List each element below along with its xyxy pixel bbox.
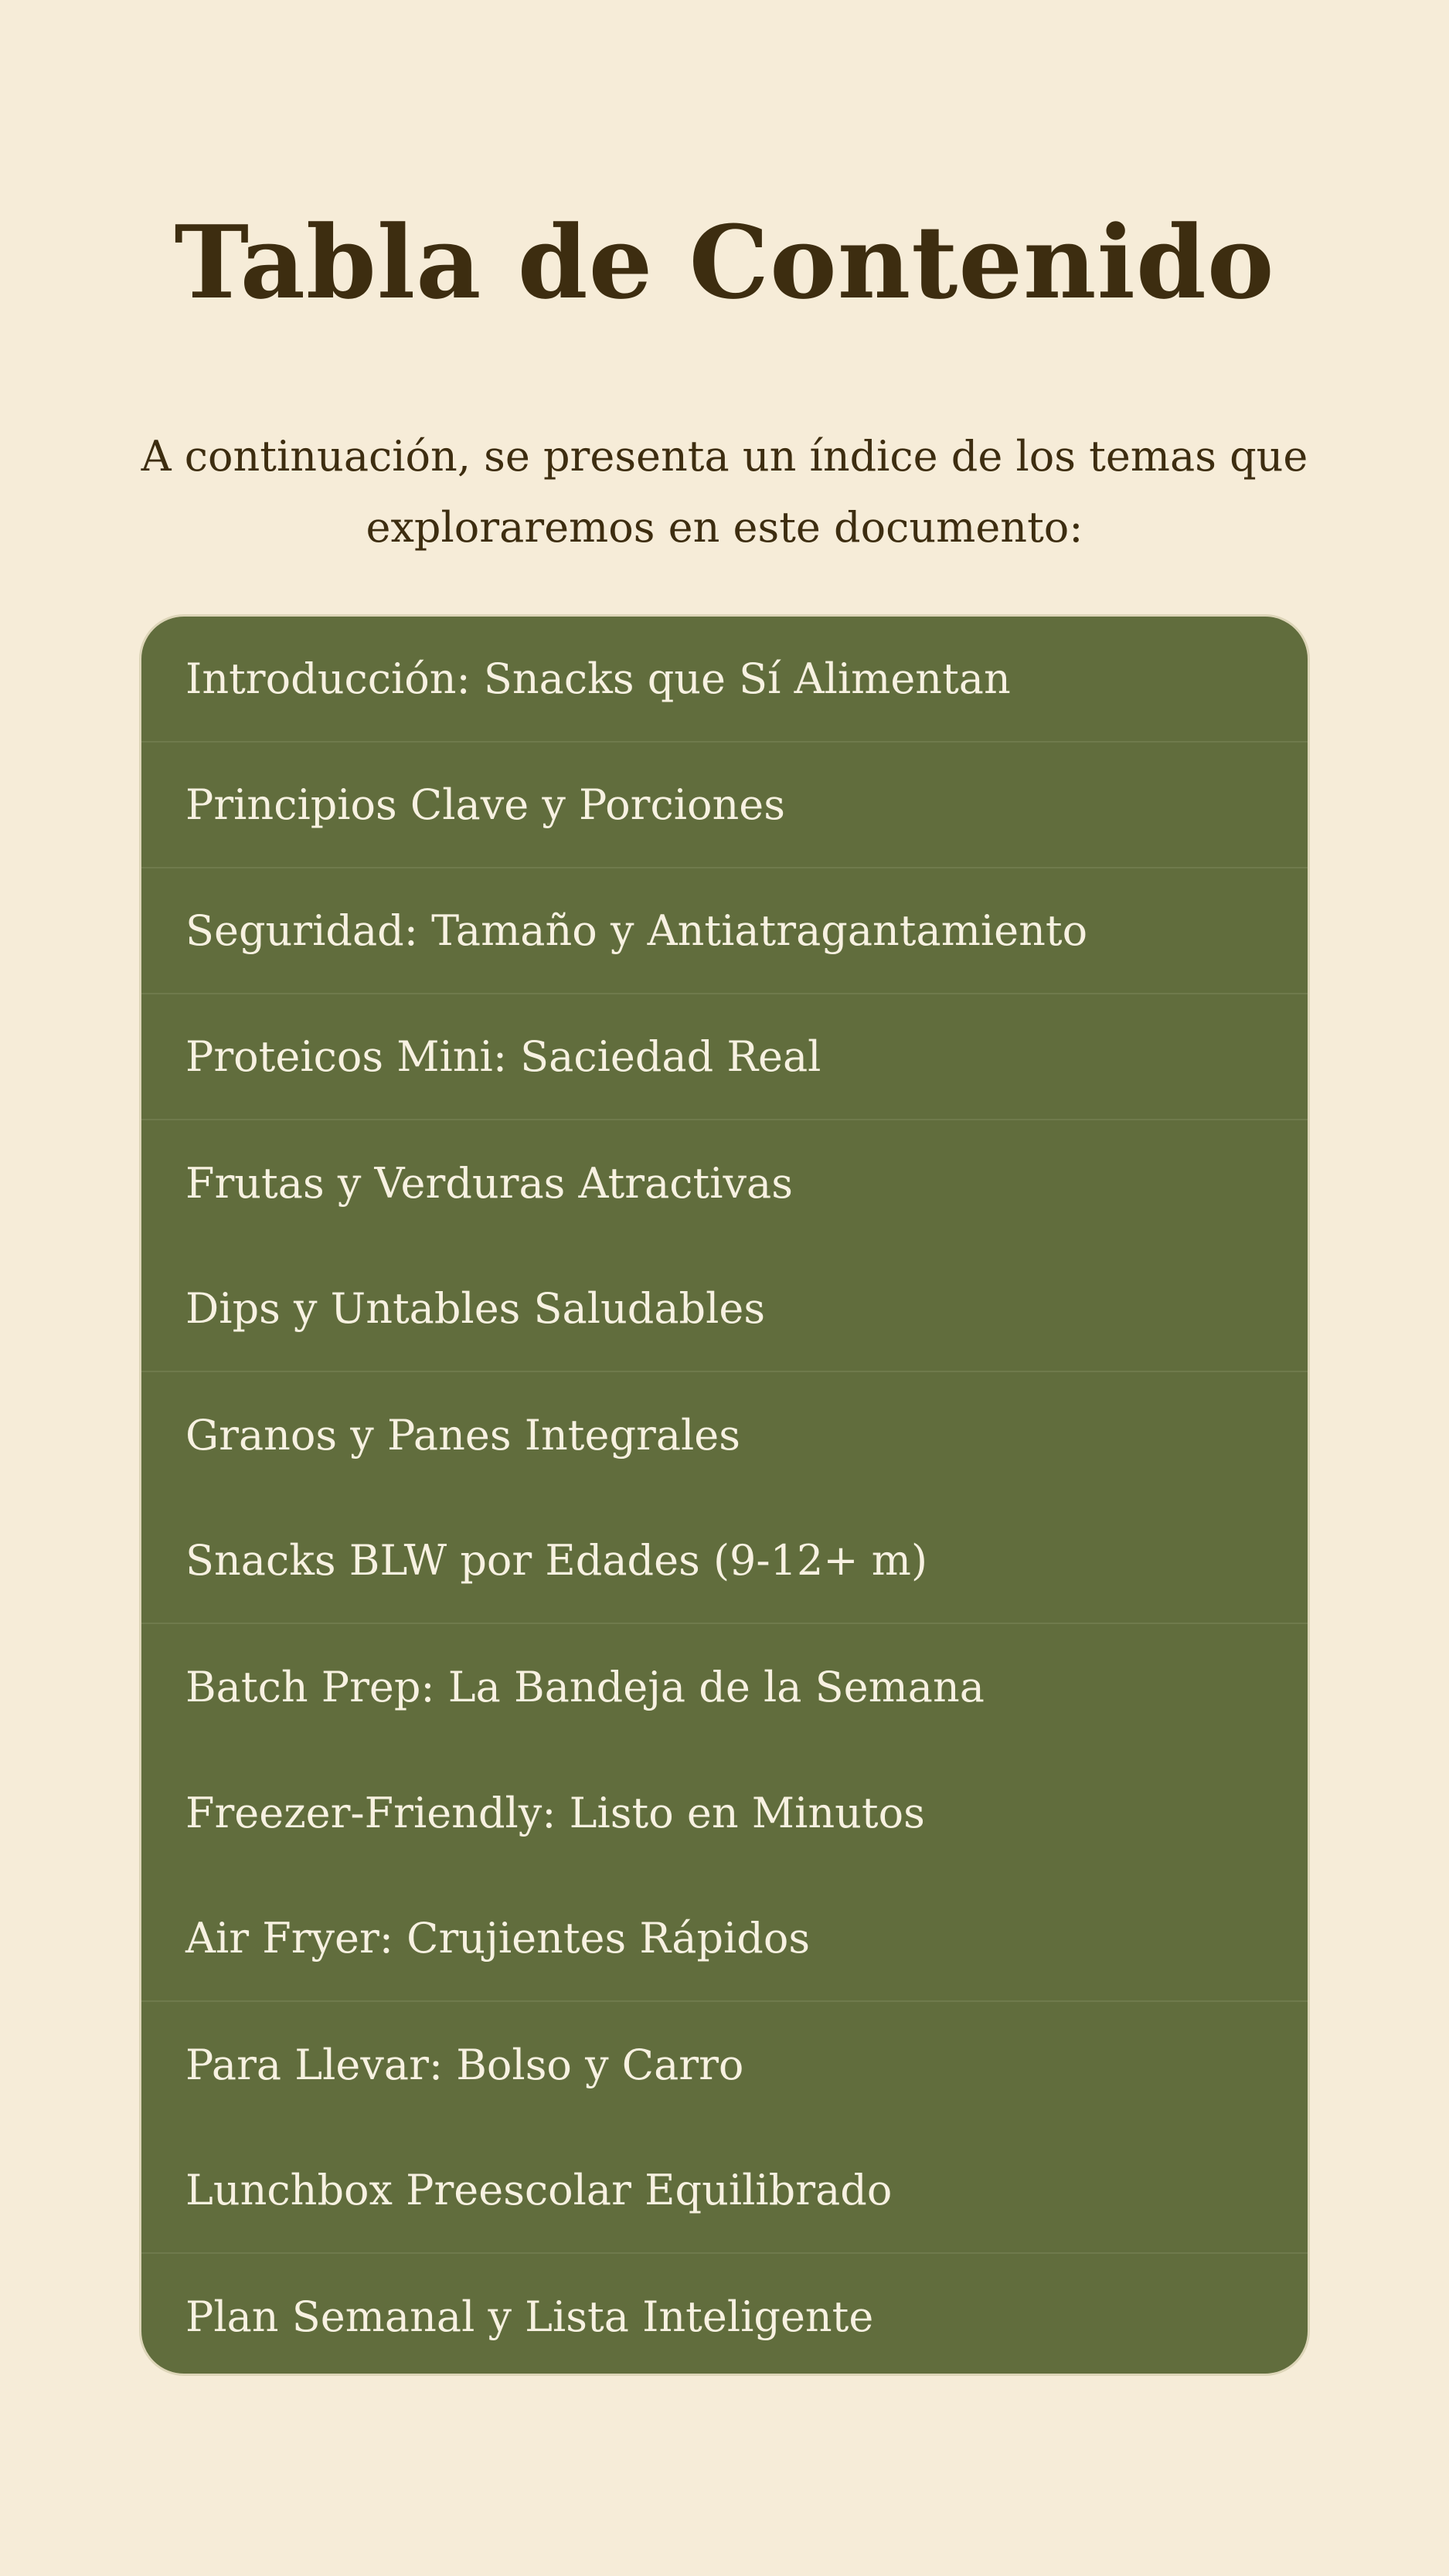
toc-item[interactable]: Air Fryer: Crujientes Rápidos (141, 1876, 1308, 2002)
toc-item[interactable]: Batch Prep: La Bandeja de la Semana (185, 1663, 985, 1711)
toc-item[interactable]: Granos y Panes Integrales (185, 1411, 740, 1460)
page-title: Tabla de Contenido (174, 203, 1275, 321)
toc-item[interactable]: Proteicos Mini: Saciedad Real (141, 994, 1308, 1120)
intro-text: A continuación, se presenta un índice de los temas que exploraremos en este documento: (141, 432, 1308, 552)
toc-item[interactable]: Seguridad: Tamaño y Antiatragantamiento (141, 868, 1308, 994)
toc-item[interactable]: Dips y Untables Saludables (141, 1246, 1308, 1372)
toc-item[interactable]: Para Llevar: Bolso y Carro (185, 2041, 744, 2089)
toc-item[interactable]: Lunchbox Preescolar Equilibrado (141, 2128, 1308, 2254)
toc-item[interactable]: Plan Semanal y Lista Inteligente (185, 2292, 874, 2341)
toc-item[interactable]: Freezer-Friendly: Listo en Minutos (185, 1789, 925, 1837)
toc-list (141, 617, 1308, 2376)
toc-item[interactable]: Introducción: Snacks que Sí Alimentan (141, 617, 1308, 743)
toc-item[interactable]: Frutas y Verduras Atractivas (185, 1159, 793, 1208)
toc-item[interactable]: Principios Clave y Porciones (141, 743, 1308, 868)
toc-item[interactable]: Snacks BLW por Edades (9-12+ m) (141, 1498, 1308, 1624)
table-of-contents (139, 614, 1310, 2376)
